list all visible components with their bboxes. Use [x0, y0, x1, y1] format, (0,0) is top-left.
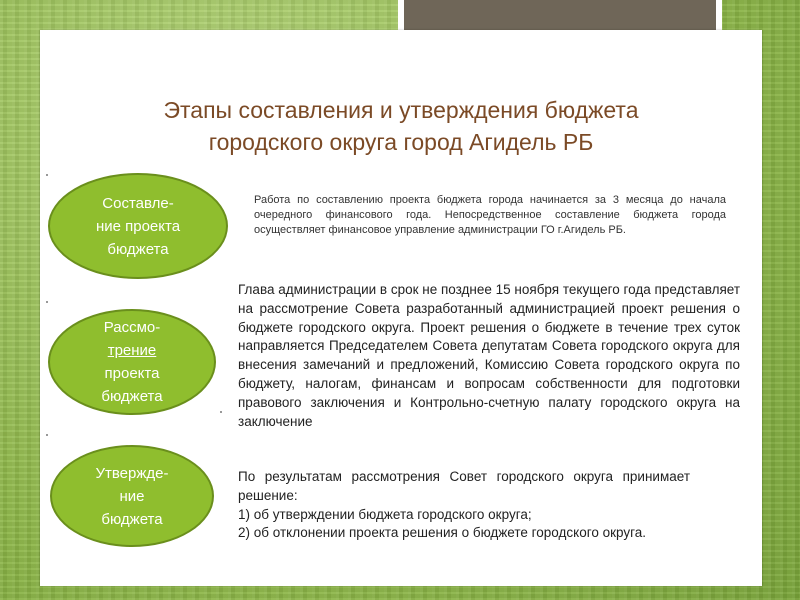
- drafting-description: Работа по составлению проекта бюджета города начинается за 3 месяца до начала очередного финансового года. Непосредственное составление бюджета города осуществляет финансовое управление администрации ГО г.Агидель РБ.: [254, 194, 726, 236]
- stage-2-line-1: Рассмо-: [103, 319, 161, 336]
- approval-option-2: 2) об отклонении проекта решения о бюджете городского округа.: [238, 525, 646, 541]
- slide-panel: [40, 30, 762, 586]
- stage-3-line-1: Утвержде-: [95, 464, 169, 482]
- bullet-dot: [220, 411, 222, 413]
- stage-2-line-2: трение: [107, 342, 157, 359]
- stage-1-line-2: ние проекта: [95, 217, 181, 235]
- stage-oval-approval: [50, 445, 214, 547]
- approval-option-1: 1) об утверждении бюджета городского округа;: [238, 506, 532, 522]
- title-line-1: Этапы составления и утверждения бюджета: [163, 97, 639, 123]
- stage-3-line-3: бюджета: [101, 510, 163, 528]
- stage-1-line-3: бюджета: [107, 240, 169, 258]
- stage-3-line-2: ние: [119, 487, 145, 505]
- bullet-dot: [46, 434, 48, 436]
- title-line-2: городского округа город Агидель РБ: [208, 129, 594, 155]
- approval-intro: По результатам рассмотрения Совет городского округа принимает решение:: [238, 469, 690, 503]
- review-description: Глава администрации в срок не позднее 15 ноября текущего года представляет на рассмотрение Совета разработанный администрацией проект решения о бюджете городского округа. Проект решения о бюджете в течение трех суток направляется Председателем Совета депутатам Совета городского округа для внесения замечаний и предложений, Комиссию Совета городского округа по бюджету, налогам, финансам и вопросам собственности для подготовки правового заключения и Контрольно-счетную палату городского округа на заключение: [238, 282, 741, 429]
- bullet-dot: [46, 301, 48, 303]
- stage-2-line-4: бюджета: [101, 388, 163, 405]
- bullet-dot: [46, 174, 48, 176]
- approval-description: [238, 468, 690, 543]
- stage-oval-drafting: [48, 173, 228, 279]
- slide-title: [40, 94, 762, 158]
- stage-1-line-1: Составле-: [102, 194, 174, 212]
- stage-oval-review: [48, 309, 216, 415]
- stage-2-line-3: проекта: [104, 365, 160, 382]
